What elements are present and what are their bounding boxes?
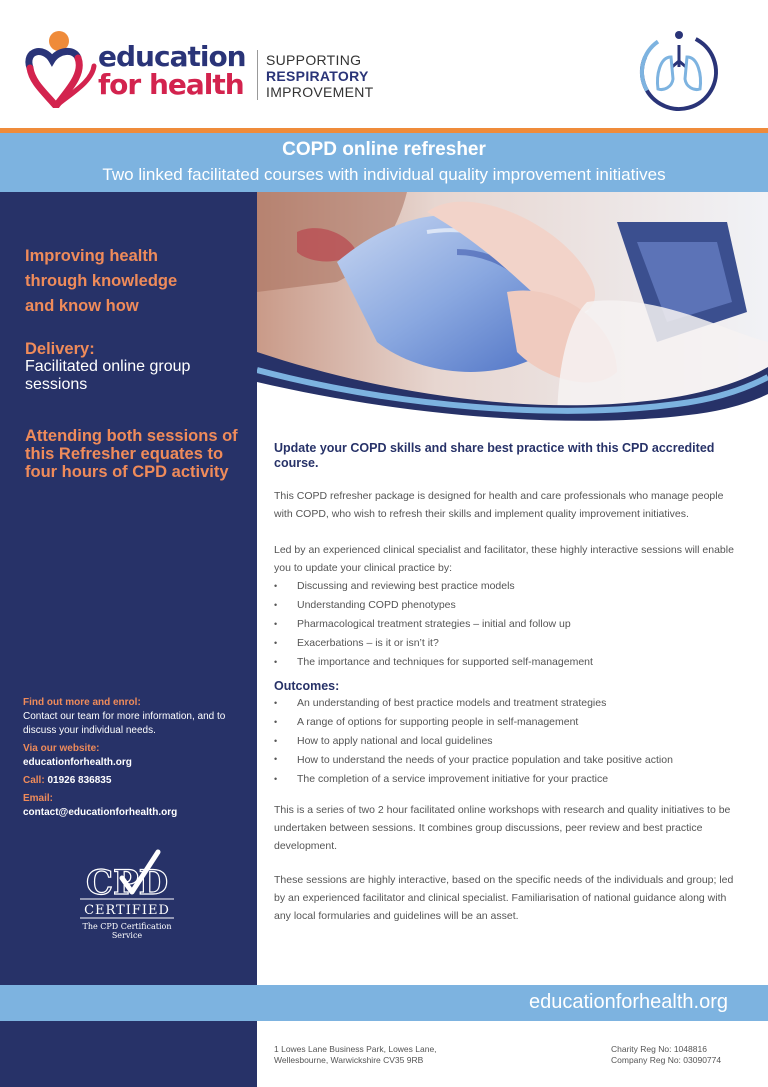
logo-text-for-health: for health xyxy=(98,68,244,101)
cpd-certified-badge xyxy=(72,844,182,944)
certified-badge-text: CERTIFIED xyxy=(84,903,170,918)
badge-service-line-2: Service xyxy=(111,931,143,940)
sidebar-heading-line-1: Improving health xyxy=(25,247,158,265)
company-reg: Company Reg No: 03090774 xyxy=(611,1055,722,1065)
footer-website-link[interactable]: educationforhealth.org xyxy=(528,991,728,1013)
call-label: Call: xyxy=(23,775,45,786)
list-item: • The importance and techniques for supported self-management xyxy=(274,653,744,672)
footer-registration xyxy=(611,1044,761,1066)
address-line-2: Wellesbourne, Warwickshire CV35 9RB xyxy=(274,1055,424,1065)
contact-block xyxy=(23,696,248,820)
list-item: • How to apply national and local guidelines xyxy=(274,732,744,751)
page-title: COPD online refresher xyxy=(282,139,486,160)
title-band xyxy=(0,133,768,192)
find-out-more-label: Find out more and enrol: xyxy=(23,697,141,708)
cpd-hours-text: Attending both sessions of this Refresher equates to four hours of CPD activity xyxy=(25,427,238,481)
logo-divider xyxy=(257,50,258,100)
charity-reg: Charity Reg No: 1048816 xyxy=(611,1044,707,1054)
list-item: • Pharmacological treatment strategies – initial and follow up xyxy=(274,615,744,634)
list-item: • The completion of a service improvement initiative for your practice xyxy=(274,770,744,789)
footer-band xyxy=(0,985,768,1021)
list-item: • Exacerbations – is it or isn’t it? xyxy=(274,634,744,653)
left-sidebar xyxy=(0,192,257,1087)
sidebar-heading-line-3: and know how xyxy=(25,297,139,315)
email-link[interactable]: contact@educationforhealth.org xyxy=(23,807,178,818)
delivery-label: Delivery: xyxy=(25,340,95,358)
sidebar-website-link[interactable]: educationforhealth.org xyxy=(23,757,132,768)
footer-address xyxy=(274,1044,504,1066)
tagline-line-3: IMPROVEMENT xyxy=(266,84,374,100)
tagline-line-1: SUPPORTING xyxy=(266,52,362,68)
email-label: Email: xyxy=(23,793,54,804)
page-header xyxy=(0,0,768,128)
contact-team-text: Contact our team for more information, and to discuss your individual needs. xyxy=(23,711,226,736)
intro-heading: Update your COPD skills and share best practice with this CPD accredited course. xyxy=(274,441,715,470)
via-website-label: Via our website: xyxy=(23,743,100,754)
description-paragraph-2: Led by an experienced clinical specialist and facilitator, these highly interactive sessions will enable you to update your clinical practice by: xyxy=(274,544,734,574)
badge-service-line-1: The CPD Certification xyxy=(82,922,172,931)
tagline-line-2: RESPIRATORY xyxy=(266,68,369,84)
phone-number[interactable]: 01926 836835 xyxy=(47,775,112,786)
outcomes-heading: Outcomes: xyxy=(274,679,340,693)
cpd-badge-text: CPD xyxy=(85,863,169,903)
delivery-text: Facilitated online group sessions xyxy=(25,358,191,393)
outcomes-list xyxy=(274,694,744,789)
main-content xyxy=(274,441,744,925)
description-paragraph-1: This COPD refresher package is designed for health and care professionals who manage people with COPD, who wish to refresh their skills and implement quality improvement initiatives. xyxy=(274,490,724,520)
sidebar-heading-line-2: through knowledge xyxy=(25,272,178,290)
list-item: • Discussing and reviewing best practice models xyxy=(274,577,744,596)
tagline xyxy=(266,52,374,100)
list-item: • A range of options for supporting people in self-management xyxy=(274,713,744,732)
list-item: • An understanding of best practice models and treatment strategies xyxy=(274,694,744,713)
call-line xyxy=(23,774,248,788)
session-topics-list xyxy=(274,577,744,672)
page-subtitle: Two linked facilitated courses with individual quality improvement initiatives xyxy=(102,165,666,184)
heart-logo-icon xyxy=(22,28,100,108)
address-line-1: 1 Lowes Lane Business Park, Lowes Lane, xyxy=(274,1044,437,1054)
education-for-health-logo[interactable] xyxy=(22,28,262,108)
description-paragraph-4: These sessions are highly interactive, based on the specific needs of the individuals and group; led by an experienced facilitator and clinical specialist. Familiarisation of national guidance along with any local formularies and guidelines will be an asset. xyxy=(274,874,734,922)
list-item: • How to understand the needs of your practice population and take positive action xyxy=(274,751,744,770)
list-item: • Understanding COPD phenotypes xyxy=(274,596,744,615)
hero-image-inhaler xyxy=(257,192,768,424)
logo-text-education: education xyxy=(98,40,246,73)
sidebar-heading xyxy=(25,244,245,319)
description-paragraph-3: This is a series of two 2 hour facilitated online workshops with research and quality initiatives to be undertaken between sessions. It combines group discussions, peer review and best practice development. xyxy=(274,804,731,852)
lungs-icon xyxy=(636,27,722,113)
inhaler-photo xyxy=(257,192,768,424)
